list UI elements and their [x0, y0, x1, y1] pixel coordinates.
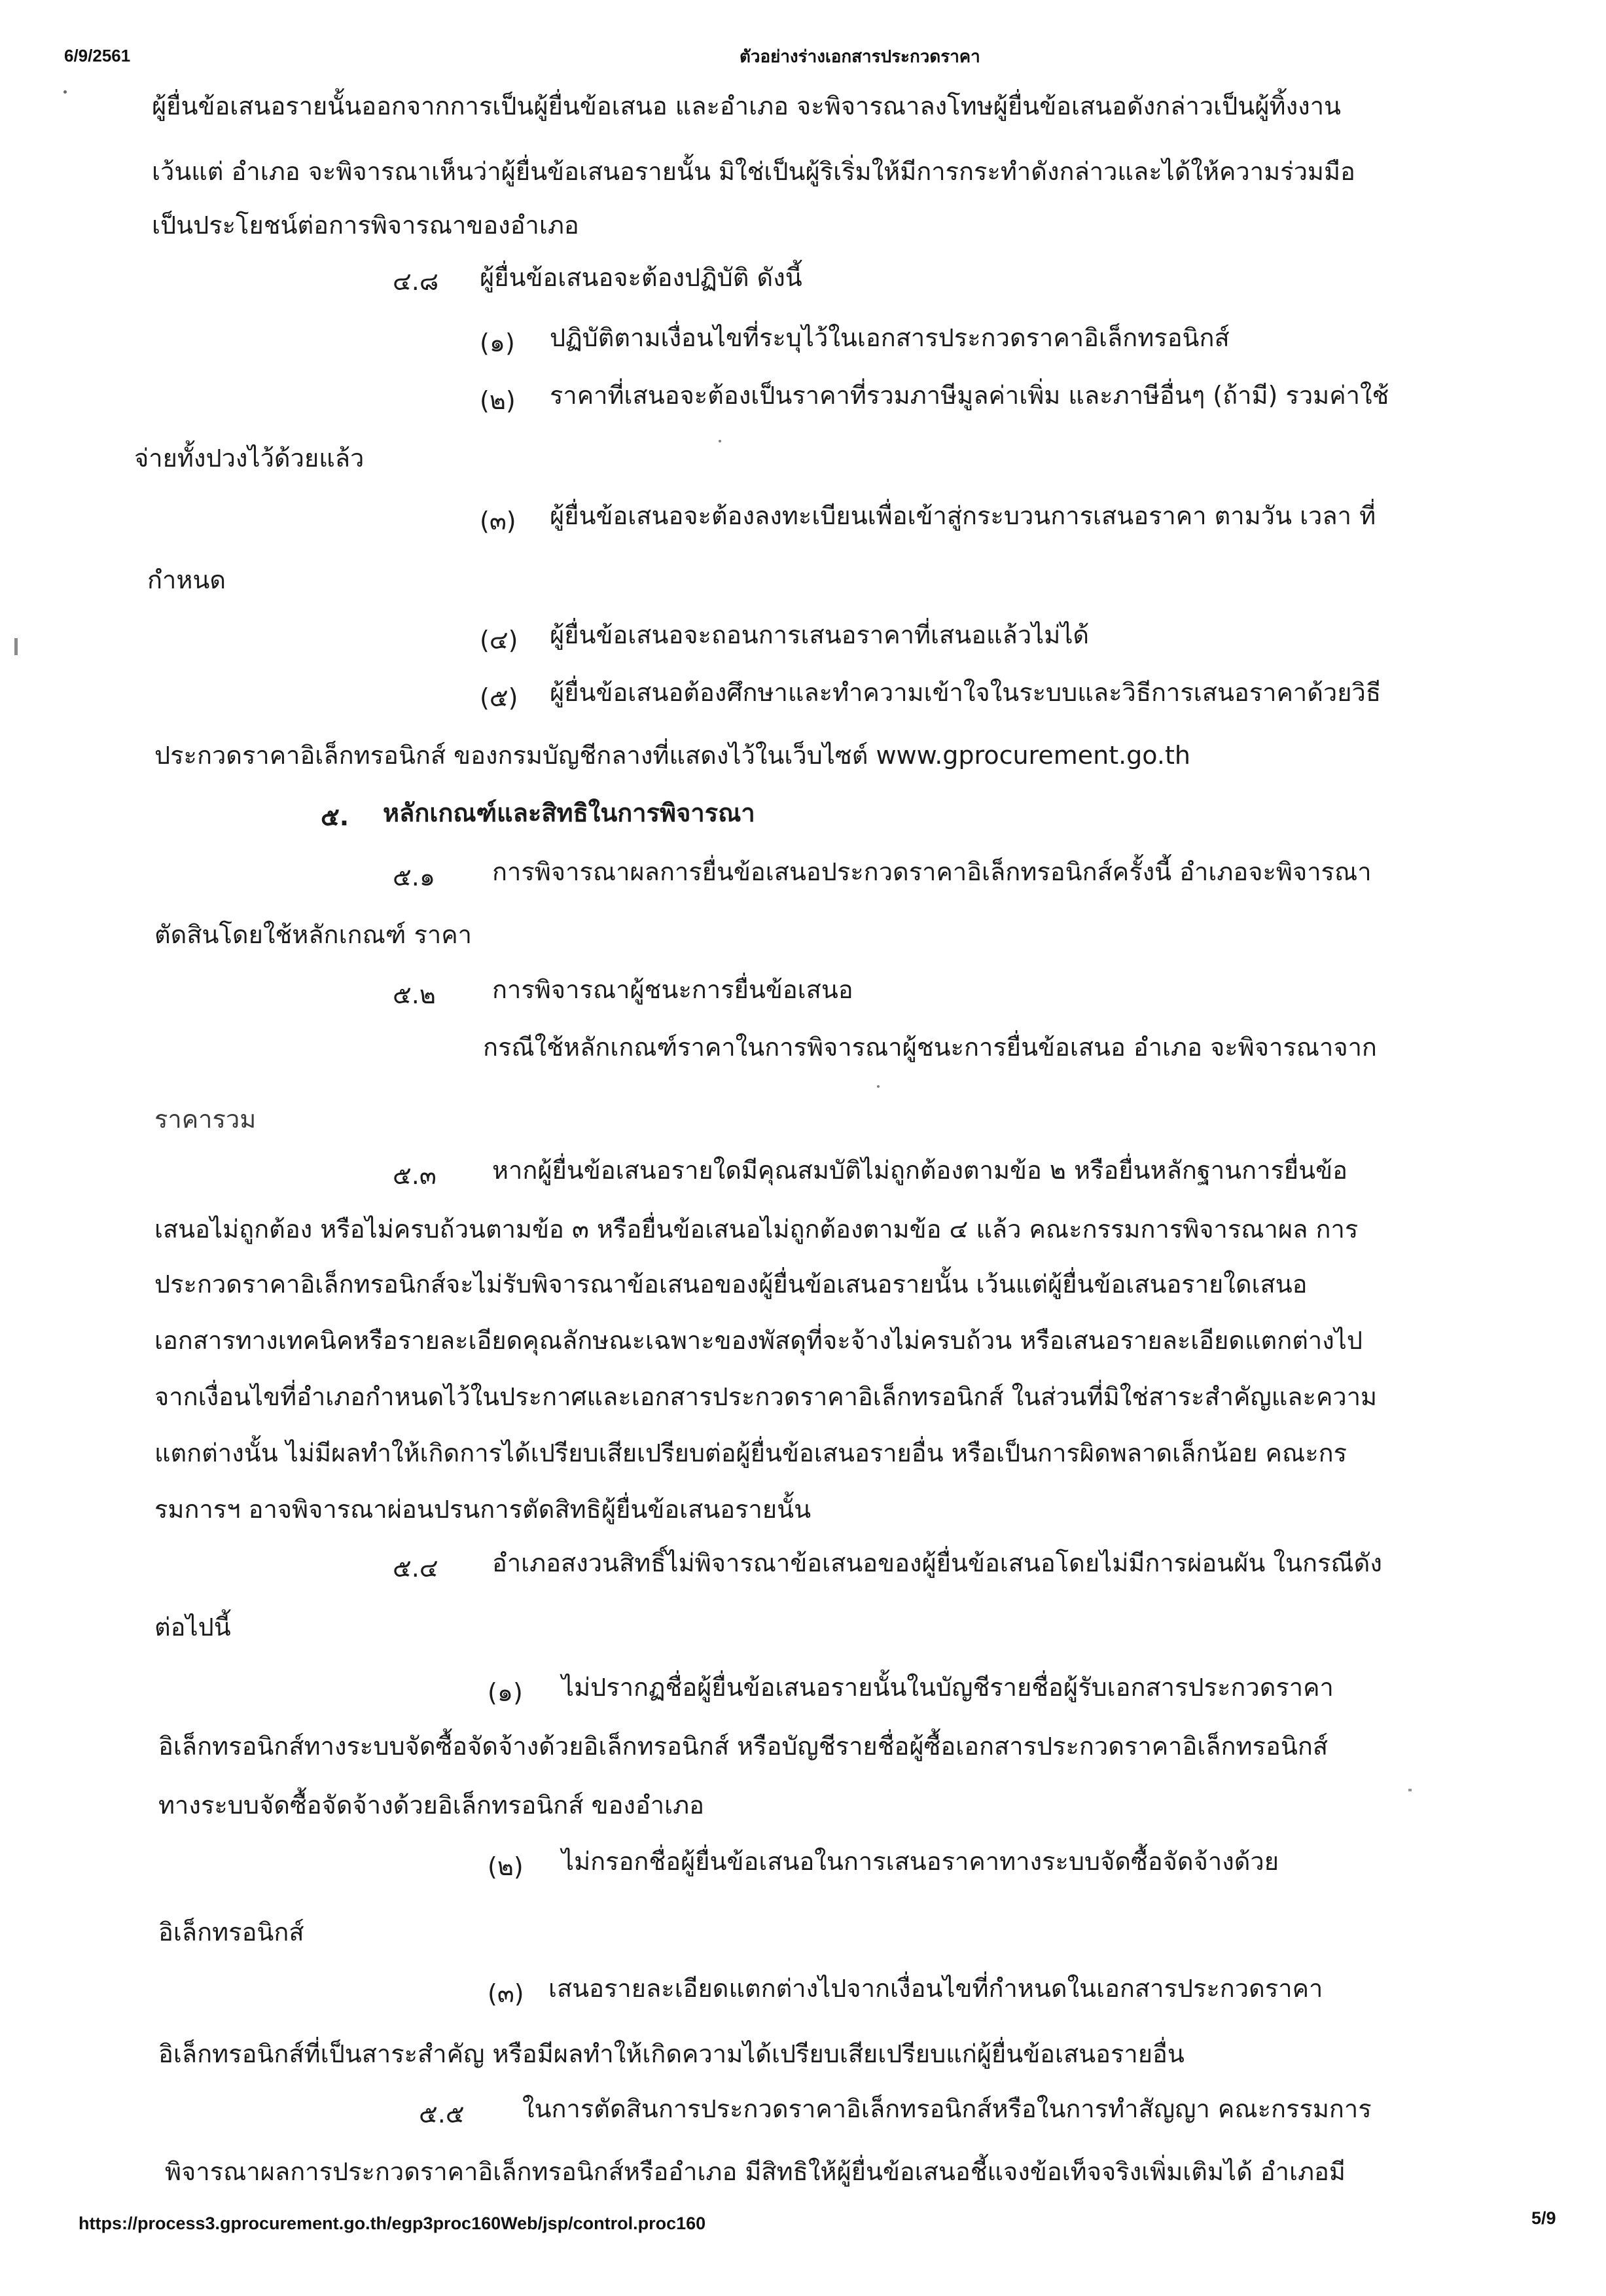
item-text: ผู้ยื่นข้อเสนอจะถอนการเสนอราคาที่เสนอแล้วไม่ได้ — [550, 620, 1090, 649]
paragraph-line: ผู้ยื่นข้อเสนอรายนั้นออกจากการเป็นผู้ยื่นข้อเสนอ และอำเภอ จะพิจารณาลงโทษผู้ยื่นข้อเสนอดังกล่าวเป็นผู้ทิ้งงาน — [152, 92, 1342, 120]
paragraph-line: เอกสารทางเทคนิคหรือรายละเอียดคุณลักษณะเฉพาะของพัสดุที่จะจ้างไม่ครบถ้วน หรือเสนอรายละเอียดแตกต่างไป — [154, 1326, 1363, 1355]
paragraph-line: แตกต่างนั้น ไม่มีผลทำให้เกิดการได้เปรียบเสียเปรียบต่อผู้ยื่นข้อเสนอรายอื่น หรือเป็นการผิดพลาดเล็กน้อย คณะกร — [154, 1439, 1347, 1467]
item-text: ไม่กรอกชื่อผู้ยื่นข้อเสนอในการเสนอราคาทางระบบจัดซื้อจัดจ้างด้วย — [562, 1847, 1279, 1876]
paragraph-line: อิเล็กทรอนิกส์ — [158, 1918, 304, 1946]
paragraph-line: เสนอไม่ถูกต้อง หรือไม่ครบถ้วนตามข้อ ๓ หรือยื่นข้อเสนอไม่ถูกต้องตามข้อ ๔ แล้ว คณะกรรมการพิจารณาผล การ — [154, 1215, 1359, 1244]
paragraph-line: อิเล็กทรอนิกส์ที่เป็นสาระสำคัญ หรือมีผลทำให้เกิดความได้เปรียบเสียเปรียบแก่ผู้ยื่นข้อเสนอรายอื่น — [158, 2039, 1185, 2068]
scan-mark — [719, 440, 721, 442]
section-text: การพิจารณาผู้ชนะการยื่นข้อเสนอ — [492, 975, 853, 1004]
paragraph-line: รมการฯ อาจพิจารณาผ่อนปรนการตัดสิทธิผู้ยื่นข้อเสนอรายนั้น — [154, 1495, 812, 1524]
item-text: เสนอรายละเอียดแตกต่างไปจากเงื่อนไขที่กำหนดในเอกสารประกวดราคา — [548, 1974, 1323, 2003]
item-number: (๓) — [480, 507, 516, 535]
section-number: ๕.๓ — [393, 1161, 437, 1190]
paragraph-line: กรณีใช้หลักเกณฑ์ราคาในการพิจารณาผู้ชนะการยื่นข้อเสนอ อำเภอ จะพิจารณาจาก — [483, 1033, 1377, 1062]
section-number: ๕.๒ — [393, 980, 436, 1009]
section-text: ในการตัดสินการประกวดราคาอิเล็กทรอนิกส์หรือในการทำสัญญา คณะกรรมการ — [522, 2094, 1372, 2123]
paragraph-line: เว้นแต่ อำเภอ จะพิจารณาเห็นว่าผู้ยื่นข้อเสนอรายนั้น มิใช่เป็นผู้ริเริ่มให้มีการกระทำดังกล่าวและได้ให้ความร่วมมือ — [152, 157, 1355, 186]
scan-mark — [1408, 1789, 1412, 1791]
item-number: (๑) — [480, 329, 515, 357]
footer-url[interactable]: https://process3.gprocurement.go.th/egp3proc160Web/jsp/control.proc160 — [79, 2214, 706, 2233]
item-number: (๓) — [488, 1979, 524, 2008]
header-title: ตัวอย่างร่างเอกสารประกวดราคา — [740, 46, 980, 66]
item-text: ผู้ยื่นข้อเสนอต้องศึกษาและทำความเข้าใจในระบบและวิธีการเสนอราคาด้วยวิธี — [550, 678, 1382, 707]
paragraph-line: ประกวดราคาอิเล็กทรอนิกส์จะไม่รับพิจารณาข้อเสนอของผู้ยื่นข้อเสนอรายนั้น เว้นแต่ผู้ยื่นข้อเสนอรายใดเสนอ — [154, 1270, 1308, 1299]
paragraph-line: พิจารณาผลการประกวดราคาอิเล็กทรอนิกส์หรืออำเภอ มีสิทธิให้ผู้ยื่นข้อเสนอชี้แจงข้อเท็จจริงเพิ่มเติมได้ อำเภอมี — [165, 2157, 1346, 2186]
paragraph-line: อิเล็กทรอนิกส์ทางระบบจัดซื้อจัดจ้างด้วยอิเล็กทรอนิกส์ หรือบัญชีรายชื่อผู้ซื้อเอกสารประกวดราคาอิเล็กทรอนิกส์ — [158, 1732, 1329, 1761]
paragraph-line: ต่อไปนี้ — [154, 1613, 231, 1641]
item-number: (๒) — [488, 1852, 524, 1881]
section-text: อำเภอสงวนสิทธิ์ไม่พิจารณาข้อเสนอของผู้ยื่นข้อเสนอโดยไม่มีการผ่อนผัน ในกรณีดัง — [492, 1549, 1382, 1577]
section-number: ๕. — [321, 802, 349, 831]
paragraph-line: ตัดสินโดยใช้หลักเกณฑ์ ราคา — [154, 920, 472, 949]
item-text: ปฏิบัติตามเงื่อนไขที่ระบุไว้ในเอกสารประกวดราคาอิเล็กทรอนิกส์ — [550, 323, 1230, 352]
section-heading: ผู้ยื่นข้อเสนอจะต้องปฏิบัติ ดังนี้ — [480, 263, 802, 292]
header-date: 6/9/2561 — [64, 46, 131, 65]
section-heading: หลักเกณฑ์และสิทธิในการพิจารณา — [383, 798, 755, 827]
section-number: ๔.๘ — [393, 267, 439, 296]
item-number: (๔) — [480, 626, 518, 655]
scan-mark — [877, 1085, 880, 1088]
paragraph-line: เป็นประโยชน์ต่อการพิจารณาของอำเภอ — [152, 211, 579, 240]
section-number: ๕.๑ — [393, 863, 435, 891]
paragraph-line: จ่ายทั้งปวงไว้ด้วยแล้ว — [134, 444, 365, 473]
item-number: (๑) — [488, 1678, 523, 1707]
section-number: ๕.๔ — [393, 1554, 438, 1583]
section-text: หากผู้ยื่นข้อเสนอรายใดมีคุณสมบัติไม่ถูกต้องตามข้อ ๒ หรือยื่นหลักฐานการยื่นข้อ — [492, 1156, 1347, 1185]
paragraph-line: กำหนด — [147, 565, 226, 594]
paragraph-line: ราคารวม — [154, 1105, 257, 1134]
section-number: ๕.๕ — [419, 2100, 465, 2128]
item-number: (๕) — [480, 683, 518, 712]
scan-mark — [14, 638, 18, 655]
scan-mark — [63, 90, 67, 94]
item-text: ราคาที่เสนอจะต้องเป็นราคาที่รวมภาษีมูลค่าเพิ่ม และภาษีอื่นๆ (ถ้ามี) รวมค่าใช้ — [550, 381, 1389, 410]
section-text: การพิจารณาผลการยื่นข้อเสนอประกวดราคาอิเล็กทรอนิกส์ครั้งนี้ อำเภอจะพิจารณา — [492, 857, 1372, 886]
paragraph-line — [154, 738, 1190, 772]
paragraph-line: จากเงื่อนไขที่อำเภอกำหนดไว้ในประกาศและเอกสารประกวดราคาอิเล็กทรอนิกส์ ในส่วนที่มิใช่สาระสำคัญและความ — [154, 1382, 1378, 1411]
paragraph-line: ทางระบบจัดซื้อจัดจ้างด้วยอิเล็กทรอนิกส์ ของอำเภอ — [158, 1791, 704, 1820]
page-number: 5/9 — [1531, 2208, 1556, 2228]
item-text: ผู้ยื่นข้อเสนอจะต้องลงทะเบียนเพื่อเข้าสู่กระบวนการเสนอราคา ตามวัน เวลา ที่ — [550, 501, 1376, 530]
website-text: ประกวดราคาอิเล็กทรอนิกส์ ของกรมบัญชีกลางที่แสดงไว้ในเว็บไซต์ www.gprocurement.go.th — [154, 741, 1190, 770]
item-text: ไม่ปรากฏชื่อผู้ยื่นข้อเสนอรายนั้นในบัญชีรายชื่อผู้รับเอกสารประกวดราคา — [562, 1673, 1334, 1702]
item-number: (๒) — [480, 386, 516, 415]
